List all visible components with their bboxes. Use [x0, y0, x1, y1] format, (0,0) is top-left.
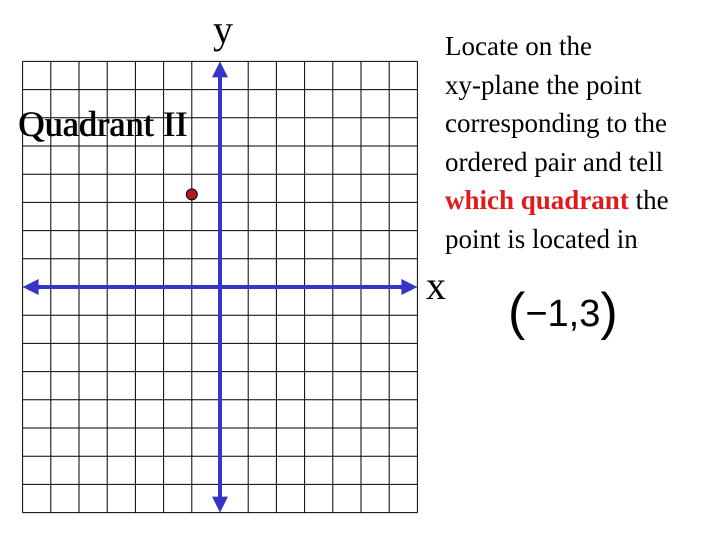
- x-axis-left-arrow-icon: [23, 279, 39, 295]
- plotted-point-group: [186, 189, 197, 200]
- y-axis-bottom-arrow-icon: [212, 497, 228, 513]
- instructions-line-6: point is located in: [445, 223, 638, 254]
- instructions-line-3: corresponding to the: [445, 108, 667, 138]
- instructions-line-5: [445, 181, 720, 220]
- ordered-pair: [508, 284, 618, 339]
- y-axis-label: y: [213, 7, 233, 52]
- instructions-line-1: Locate on the: [445, 31, 592, 61]
- instructions-line-4: ordered pair and tell: [445, 146, 664, 177]
- x-axis-label: x: [426, 263, 446, 308]
- ordered-pair-values: −1,3: [525, 293, 601, 335]
- ordered-pair-close-paren: ): [600, 283, 618, 341]
- y-axis-top-arrow-icon: [212, 61, 228, 77]
- x-axis-right-arrow-icon: [401, 279, 417, 295]
- instructions-line-2: xy-plane the point: [445, 69, 642, 100]
- ordered-pair-open-paren: (: [508, 283, 526, 341]
- highlight-which-quadrant: which quadrant: [445, 185, 629, 215]
- instructions-text: [445, 27, 720, 258]
- instructions-line-5-rest: the: [628, 185, 669, 215]
- quadrant-label: Quadrant II: [18, 104, 188, 144]
- plotted-point: [186, 189, 197, 200]
